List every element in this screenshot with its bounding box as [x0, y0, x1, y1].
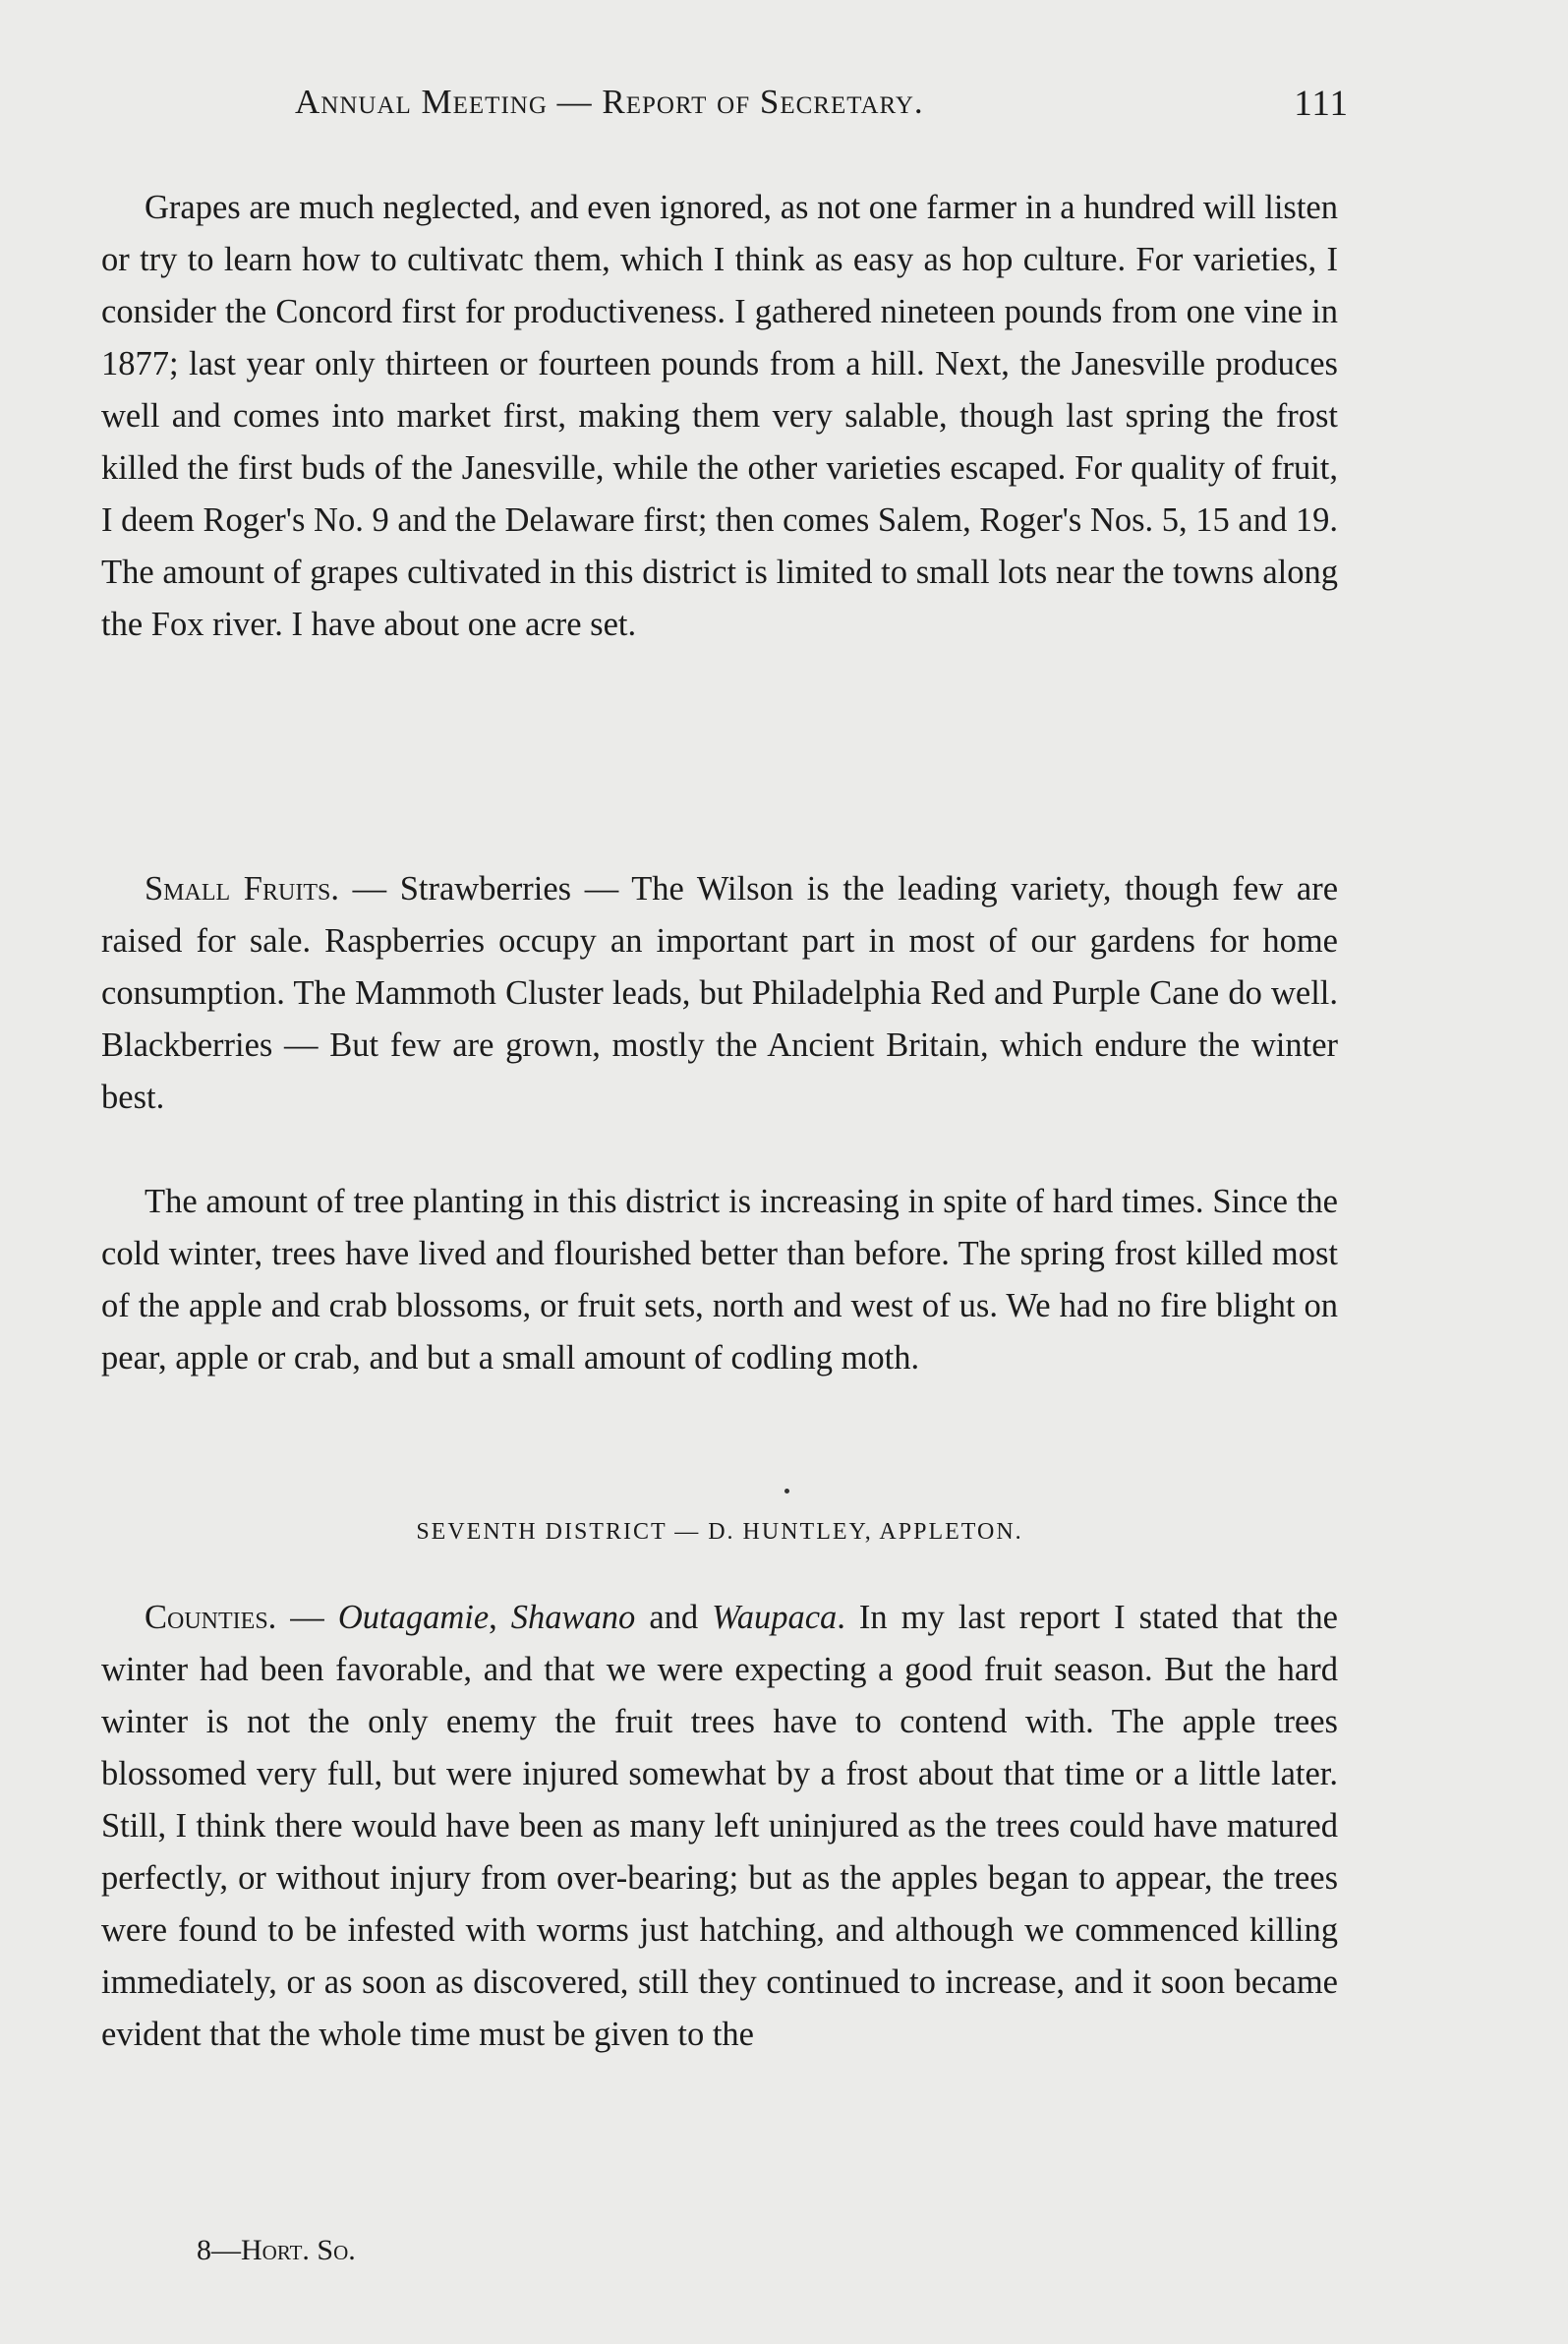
counties-sep-1: , [489, 1599, 511, 1636]
counties-sep-2: and [635, 1599, 713, 1636]
running-title: Annual Meeting — Report of Secretary. [295, 83, 924, 121]
small-fruits-text: — Strawberries — The Wilson is the leading variety, though few are raised for sale. Raspberries occupy an important part in most of our gardens for home consumption. The Mammoth Cluster leads, but Philadelphia Red and Purple Cane do well. Blackberries — But few are grown, mostly the Ancient Britain, which endure the winter best. [101, 870, 1339, 1116]
county-outagamie: Outagamie [337, 1599, 490, 1636]
county-waupaca: Waupaca [712, 1599, 838, 1636]
counties-lead: Counties. [145, 1599, 277, 1636]
grapes-paragraph: Grapes are much neglected, and even ignored, as not one farmer in a hundred will listen or try to learn how to cultivatc them, which I think as easy as hop culture. For varieties, I consider the Concord first for productiveness. I gathered nineteen pounds from one vine in 1877; last year only thirteen or fourteen pounds from a hill. Next, the Janesville produces well and comes into market first, making them very salable, though last spring the frost killed the first buds of the Janesville, while the other varieties escaped. For quality of fruit, I deem Roger's No. 9 and the Delaware first; then comes Salem, Roger's Nos. 5, 15 and 19. The amount of grapes cultivated in this district is limited to small lots near the towns along the Fox river. I have about one acre set. [101, 189, 1338, 643]
signature-text: Hort. So. [241, 2234, 356, 2266]
ornament-dot [784, 1489, 789, 1494]
signature-dash: — [211, 2234, 241, 2266]
signature-number: 8 [197, 2234, 211, 2266]
small-fruits-paragraph [101, 863, 1338, 1124]
page-number: 111 [1294, 84, 1349, 124]
running-header [295, 83, 1349, 142]
signature-mark [197, 2234, 356, 2267]
counties-dash: — [276, 1599, 338, 1636]
counties-paragraph [101, 1592, 1338, 2061]
small-fruits-lead: Small Fruits. [145, 870, 339, 908]
tree-planting-paragraph: The amount of tree planting in this district is increasing in spite of hard times. Since the cold winter, trees have lived and flourished better than before. The spring frost killed most of the apple and crab blossoms, or fruit sets, north and west of us. We had no fire blight on pear, apple or crab, and but a small amount of codling moth. [101, 1183, 1338, 1377]
county-shawano: Shawano [510, 1599, 636, 1636]
district-heading: SEVENTH DISTRICT — D. HUNTLEY, APPLETON. [416, 1519, 1023, 1545]
counties-text: . In my last report I stated that the winter had been favorable, and that we were expecting a good fruit season. But the hard winter is not the only enemy the fruit trees have to contend with. The apple trees blossomed very full, but were injured somewhat by a frost about that time or a little later. Still, I think there would have been as many left uninjured as the trees could have matured perfectly, or without injury from over-bearing; but as the apples began to appear, the trees were found to be infested with worms just hatching, and although we commenced killing immediately, or as soon as discovered, still they continued to increase, and it soon became evident that the whole time must be given to the [101, 1599, 1338, 2053]
